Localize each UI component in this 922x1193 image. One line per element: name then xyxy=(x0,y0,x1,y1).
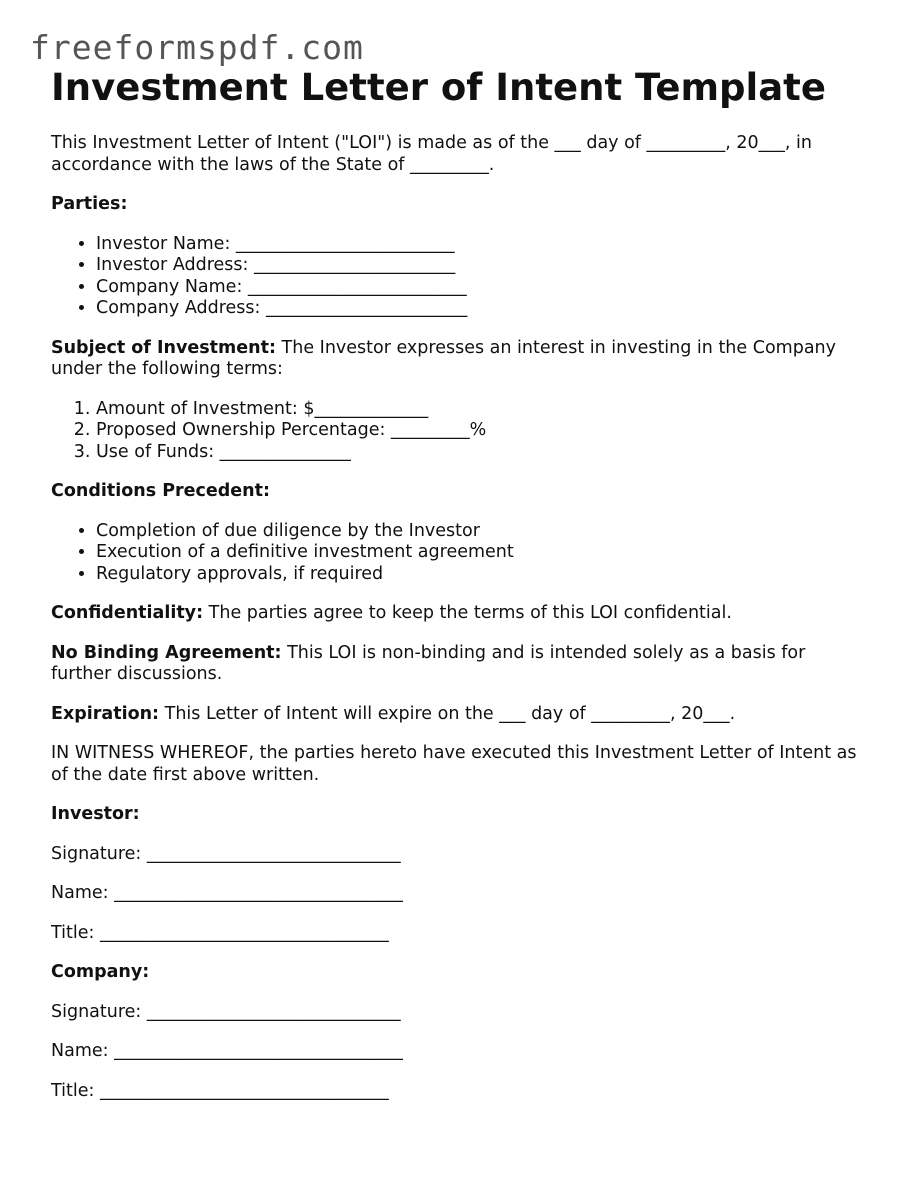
conditions-list xyxy=(51,521,871,586)
subject-terms-list xyxy=(51,399,871,464)
list-item: • Investor Address: _______________________ xyxy=(96,255,871,277)
watermark: freeformspdf.com xyxy=(30,28,364,67)
company-heading: Company: xyxy=(51,962,150,982)
confidentiality-paragraph xyxy=(51,603,871,625)
list-item: • Execution of a definitive investment agreement xyxy=(96,542,871,564)
list-item: • Regulatory approvals, if required xyxy=(96,564,871,586)
subject-paragraph xyxy=(51,338,871,381)
intro-paragraph: This Investment Letter of Intent ("LOI") is made as of the ___ day of _________, 20___, in accordance with the laws of the State of _________. xyxy=(51,133,813,175)
list-item: • Investor Name: _________________________ xyxy=(96,234,871,256)
parties-heading: Parties: xyxy=(51,194,128,214)
subject-heading: Subject of Investment: xyxy=(51,337,276,358)
page-title: Investment Letter of Intent Template xyxy=(51,66,826,109)
confidentiality-text: The parties agree to keep the terms of this LOI confidential. xyxy=(203,603,732,623)
expiration-text: This Letter of Intent will expire on the ___ day of _________, 20___. xyxy=(159,703,736,724)
no-binding-heading: No Binding Agreement: xyxy=(51,642,282,663)
list-item: 1. Amount of Investment: $_____________ xyxy=(96,399,871,421)
expiration-paragraph xyxy=(51,704,871,726)
company-name-line: Name: _________________________________ xyxy=(51,1041,403,1061)
list-item: 2. Proposed Ownership Percentage: _________% xyxy=(96,420,871,442)
subject-text: The Investor expresses an interest in investing in the Company under the following terms: xyxy=(51,337,836,379)
list-item: • Completion of due diligence by the Investor xyxy=(96,521,871,543)
company-signature-line: Signature: _____________________________ xyxy=(51,1001,401,1022)
document-body xyxy=(51,133,871,1120)
list-item: • Company Address: _______________________ xyxy=(96,298,871,320)
investor-heading: Investor: xyxy=(51,804,140,824)
list-item: • Company Name: _________________________ xyxy=(96,277,871,299)
investor-name-line: Name: _________________________________ xyxy=(51,883,403,903)
confidentiality-heading: Confidentiality: xyxy=(51,603,204,623)
list-item: 3. Use of Funds: _______________ xyxy=(96,442,871,464)
investor-signature-line: Signature: _____________________________ xyxy=(51,843,401,864)
expiration-heading: Expiration: xyxy=(51,703,160,724)
investor-title-line: Title: _________________________________ xyxy=(51,922,389,943)
no-binding-text: This LOI is non-binding and is intended solely as a basis for further discussions. xyxy=(51,642,806,684)
company-title-line: Title: _________________________________ xyxy=(51,1080,389,1101)
witness-paragraph: IN WITNESS WHEREOF, the parties hereto have executed this Investment Letter of Intent as of the date first above written. xyxy=(51,743,857,785)
no-binding-paragraph xyxy=(51,643,871,686)
conditions-heading: Conditions Precedent: xyxy=(51,481,270,501)
parties-list xyxy=(51,234,871,320)
